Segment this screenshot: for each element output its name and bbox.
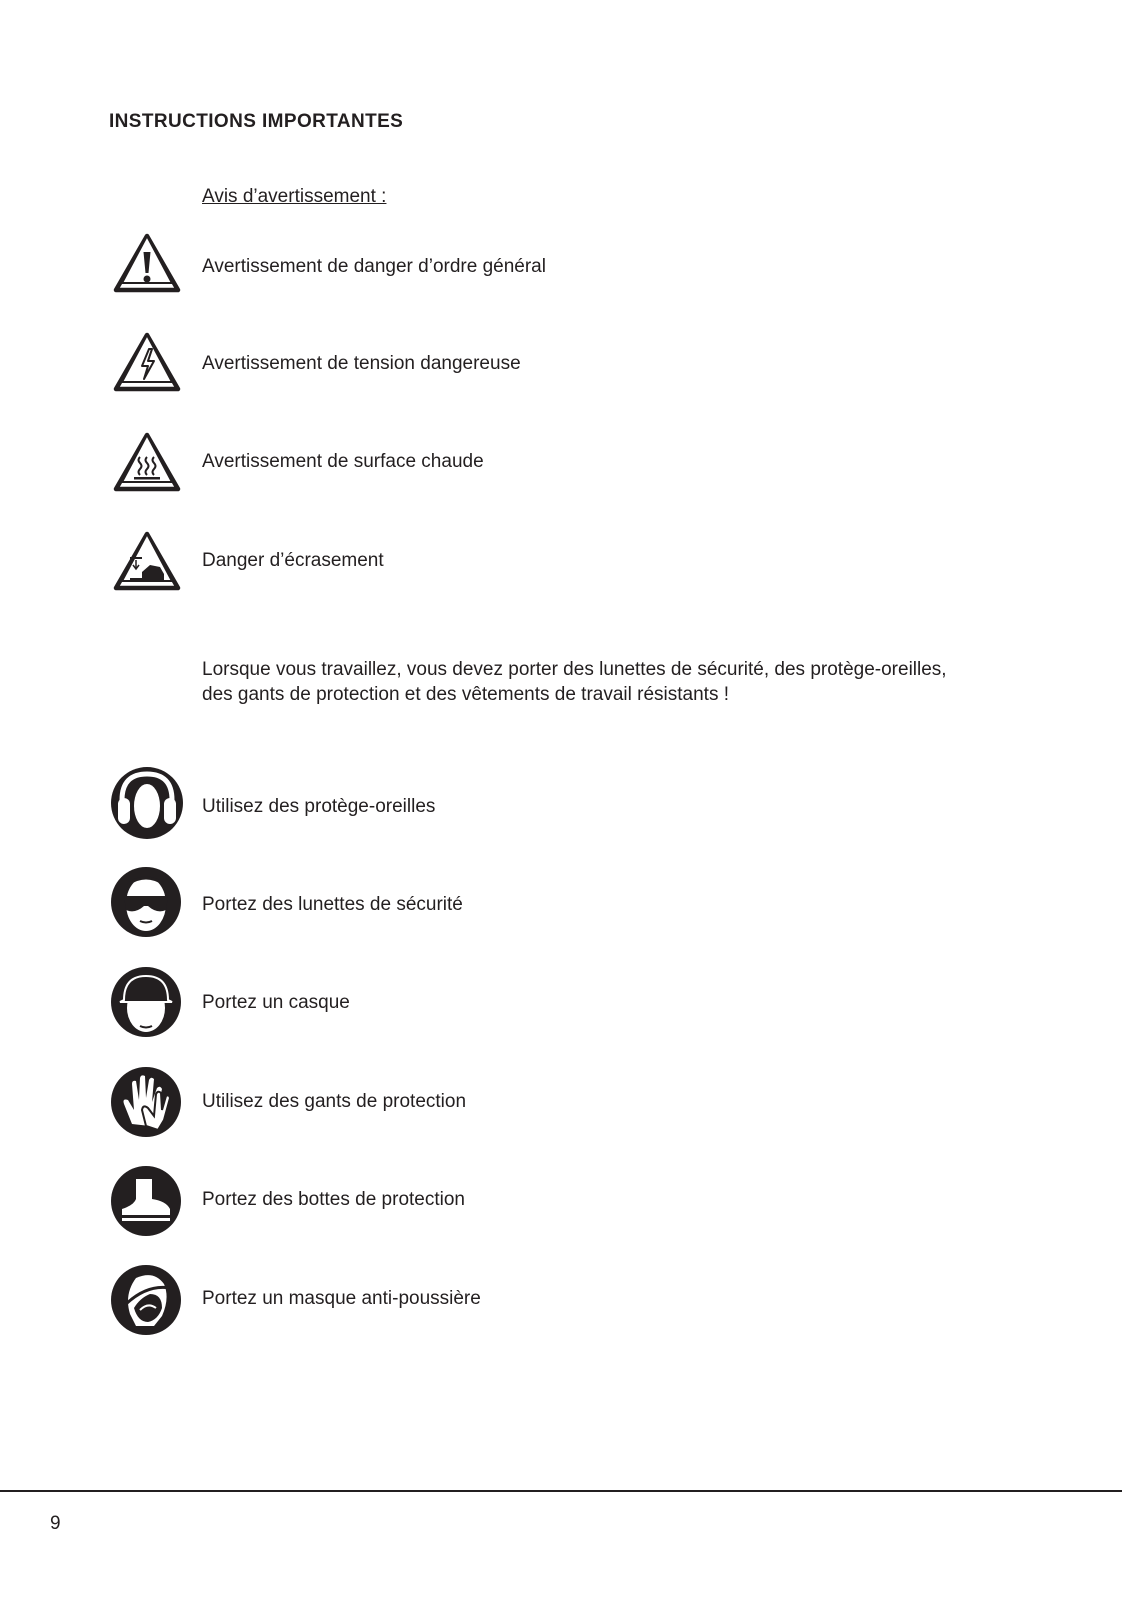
safety-boots-icon — [110, 1165, 182, 1237]
warning-label: Avertissement de danger d’ordre général — [202, 256, 546, 277]
hot-surface-warning-icon — [112, 431, 182, 493]
dust-mask-icon — [110, 1264, 182, 1336]
protective-gloves-icon — [110, 1066, 182, 1138]
footer-divider — [0, 1490, 1122, 1492]
exclamation-warning-icon — [112, 232, 182, 294]
ppe-notice: Lorsque vous travaillez, vous devez porter des lunettes de sécurité, des protège-oreilles, des gants de protection et des vêtements de travail résistants ! — [202, 659, 947, 705]
helmet-icon — [110, 966, 182, 1038]
ear-protection-icon — [110, 766, 184, 840]
mandatory-label: Portez un casque — [202, 992, 350, 1013]
warnings-subtitle: Avis d’avertissement : — [202, 186, 387, 207]
safety-glasses-icon — [110, 866, 182, 938]
mandatory-label: Utilisez des protège-oreilles — [202, 796, 436, 817]
page-title: INSTRUCTIONS IMPORTANTES — [109, 111, 404, 132]
warning-label: Danger d’écrasement — [202, 550, 384, 571]
mandatory-label: Portez des lunettes de sécurité — [202, 894, 463, 915]
warning-label: Avertissement de surface chaude — [202, 451, 484, 472]
crush-hazard-warning-icon — [112, 530, 182, 592]
mandatory-label: Utilisez des gants de protection — [202, 1091, 467, 1112]
warning-label: Avertissement de tension dangereuse — [202, 353, 521, 374]
mandatory-label: Portez des bottes de protection — [202, 1189, 465, 1210]
page-number: 9 — [50, 1513, 61, 1534]
high-voltage-warning-icon — [112, 331, 182, 393]
mandatory-label: Portez un masque anti-poussière — [202, 1288, 481, 1309]
